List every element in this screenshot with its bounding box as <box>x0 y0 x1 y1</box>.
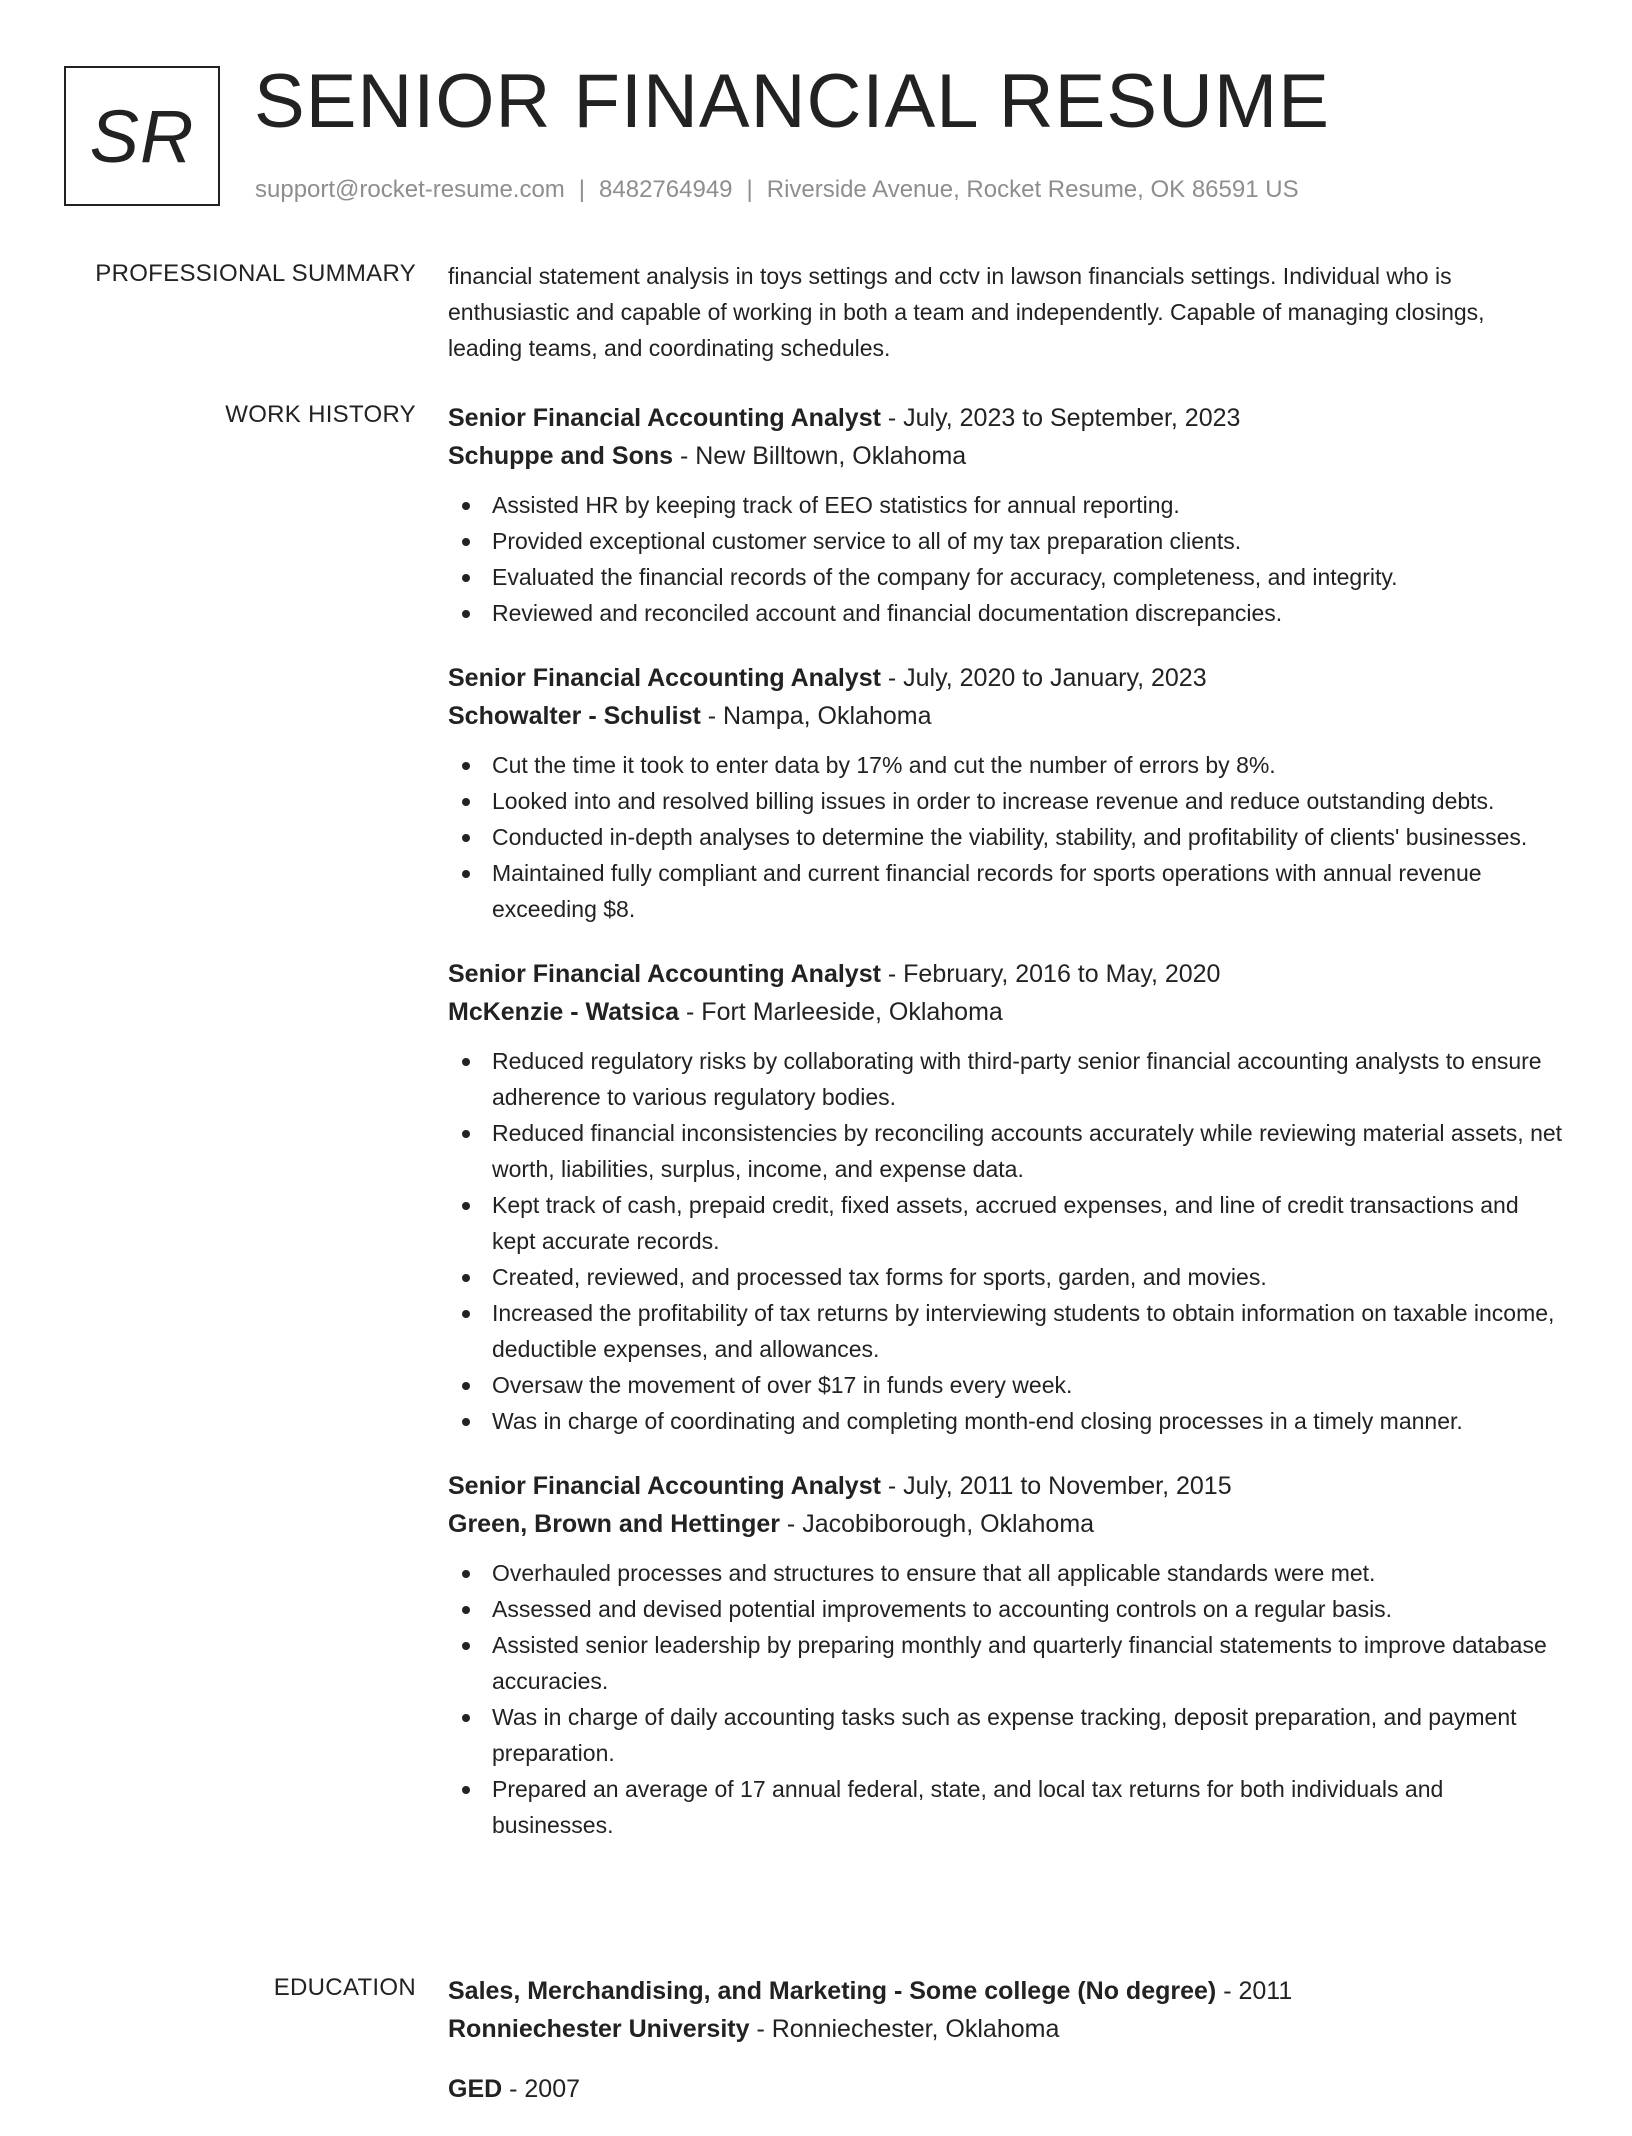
job-bullet: Looked into and resolved billing issues in order to increase revenue and reduce outstanding debts. <box>448 783 1564 819</box>
job-company-line <box>448 437 1564 475</box>
contact-separator: | <box>746 176 753 203</box>
contact-phone: 8482764949 <box>599 176 733 203</box>
job-title: Senior Financial Accounting Analyst <box>448 960 881 988</box>
job-bullet: Increased the profitability of tax returns by interviewing students to obtain information on taxable income, deductible expenses, and allowances. <box>448 1295 1564 1367</box>
job-dates: - July, 2020 to January, 2023 <box>880 664 1207 692</box>
job-dates: - February, 2016 to May, 2020 <box>880 960 1221 988</box>
education-degree: Sales, Merchandising, and Marketing - Some college (No degree) <box>448 1977 1217 2005</box>
job-bullet: Conducted in-depth analyses to determine the viability, stability, and profitability of clients' businesses. <box>448 819 1564 855</box>
job-bullet: Evaluated the financial records of the company for accuracy, completeness, and integrity. <box>448 559 1564 595</box>
job-company: Schuppe and Sons <box>448 442 674 470</box>
job-title-line <box>448 955 1564 993</box>
job-company: Schowalter - Schulist <box>448 702 701 730</box>
job-bullet: Prepared an average of 17 annual federal, state, and local tax returns for both individuals and businesses. <box>448 1771 1564 1843</box>
education-degree-line <box>448 1972 1564 2010</box>
education-location: - Ronniechester, Oklahoma <box>749 2015 1060 2043</box>
work-history-body <box>448 399 1564 1871</box>
contact-email: support@rocket-resume.com <box>255 176 565 203</box>
education-year: - 2007 <box>502 2075 581 2103</box>
education-body <box>448 1972 1564 2136</box>
job-bullet: Assisted HR by keeping track of EEO statistics for annual reporting. <box>448 487 1564 523</box>
job-bullets <box>448 487 1564 631</box>
job-title-line <box>448 399 1564 437</box>
education-entry <box>448 2070 1564 2108</box>
summary-text: financial statement analysis in toys settings and cctv in lawson financials settings. Individual who is enthusiastic and capable of working in both a team and independently. Capable of managing closings, leading teams, and coordinating schedules. <box>448 263 1485 361</box>
job-bullet: Overhauled processes and structures to ensure that all applicable standards were met. <box>448 1555 1564 1591</box>
job-title: Senior Financial Accounting Analyst <box>448 664 881 692</box>
job-bullet: Maintained fully compliant and current financial records for sports operations with annual revenue exceeding $8. <box>448 855 1564 927</box>
job-bullets <box>448 1555 1564 1843</box>
job-entry <box>448 399 1564 631</box>
job-dates: - July, 2011 to November, 2015 <box>880 1472 1232 1500</box>
job-bullet: Was in charge of coordinating and completing month-end closing processes in a timely manner. <box>448 1403 1564 1439</box>
job-bullet: Created, reviewed, and processed tax forms for sports, garden, and movies. <box>448 1259 1564 1295</box>
monogram-badge <box>64 66 220 206</box>
job-location: - New Billtown, Oklahoma <box>673 442 967 470</box>
job-bullet: Provided exceptional customer service to all of my tax preparation clients. <box>448 523 1564 559</box>
job-bullet: Cut the time it took to enter data by 17% and cut the number of errors by 8%. <box>448 747 1564 783</box>
contact-separator: | <box>578 176 586 203</box>
education-school: Ronniechester University <box>448 2015 750 2043</box>
job-company: Green, Brown and Hettinger <box>448 1510 780 1538</box>
monogram-initials: SR <box>89 94 195 178</box>
job-title: Senior Financial Accounting Analyst <box>448 404 881 432</box>
job-company-line <box>448 697 1564 735</box>
job-entry <box>448 955 1564 1439</box>
contact-address: Riverside Avenue, Rocket Resume, OK 86591 US <box>766 176 1299 203</box>
job-company-line <box>448 993 1564 1031</box>
job-bullets <box>448 1043 1564 1439</box>
job-location: - Nampa, Oklahoma <box>700 702 932 730</box>
job-bullet: Assessed and devised potential improvements to accounting controls on a regular basis. <box>448 1591 1564 1627</box>
job-title-line <box>448 1467 1564 1505</box>
job-bullet: Was in charge of daily accounting tasks such as expense tracking, deposit preparation, and payment preparation. <box>448 1699 1564 1771</box>
job-bullet: Kept track of cash, prepaid credit, fixed assets, accrued expenses, and line of credit transactions and kept accurate records. <box>448 1187 1564 1259</box>
job-bullet: Reduced regulatory risks by collaborating with third-party senior financial accounting analysts to ensure adherence to various regulatory bodies. <box>448 1043 1564 1115</box>
job-company: McKenzie - Watsica <box>448 998 680 1026</box>
page-title: SENIOR FINANCIAL RESUME <box>254 59 1330 144</box>
job-entry <box>448 1467 1564 1843</box>
contact-line <box>255 176 1299 204</box>
job-dates: - July, 2023 to September, 2023 <box>880 404 1241 432</box>
job-entry <box>448 659 1564 927</box>
job-location: - Jacobiborough, Oklahoma <box>779 1510 1095 1538</box>
job-company-line <box>448 1505 1564 1543</box>
job-bullet: Reviewed and reconciled account and financial documentation discrepancies. <box>448 595 1564 631</box>
job-bullet: Oversaw the movement of over $17 in funds every week. <box>448 1367 1564 1403</box>
summary-body <box>448 258 1564 366</box>
education-degree-line <box>448 2070 1564 2108</box>
section-label-work-history: WORK HISTORY <box>225 401 416 428</box>
education-year: - 2011 <box>1216 1977 1293 2005</box>
education-entry <box>448 1972 1564 2048</box>
education-school-line <box>448 2010 1564 2048</box>
education-degree: GED <box>448 2075 503 2103</box>
job-title-line <box>448 659 1564 697</box>
job-bullet: Reduced financial inconsistencies by reconciling accounts accurately while reviewing material assets, net worth, liabilities, surplus, income, and expense data. <box>448 1115 1564 1187</box>
job-bullets <box>448 747 1564 927</box>
job-bullet: Assisted senior leadership by preparing monthly and quarterly financial statements to improve database accuracies. <box>448 1627 1564 1699</box>
section-label-education: EDUCATION <box>273 1974 416 2001</box>
job-location: - Fort Marleeside, Oklahoma <box>679 998 1003 1026</box>
section-label-summary: PROFESSIONAL SUMMARY <box>95 260 416 287</box>
job-title: Senior Financial Accounting Analyst <box>448 1472 881 1500</box>
